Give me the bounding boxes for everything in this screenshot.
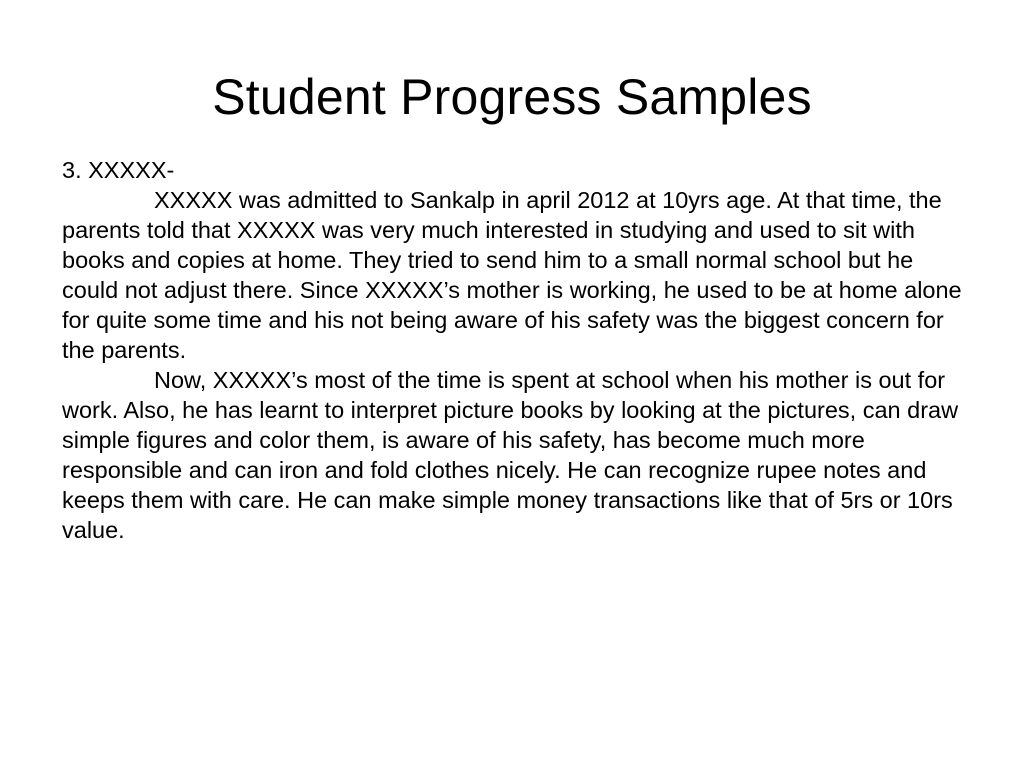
paragraph-progress: Now, XXXXX’s most of the time is spent at school when his mother is out for work. Also, he has learnt to interpret picture books by looking at the pictures, can draw simple figures and color them, is aware of his safety, has become much more responsible and can iron and fold clothes nicely. He can recognize rupee notes and keeps them with care. He can make simple money transactions like that of 5rs or 10rs value. — [62, 367, 959, 543]
slide-title: Student Progress Samples — [212, 69, 812, 125]
slide-body — [62, 155, 962, 545]
paragraph-admission: XXXXX was admitted to Sankalp in april 2012 at 10yrs age. At that time, the parents told that XXXXX was very much interested in studying and used to sit with books and copies at home. They tried to send him to a small normal school but he could not adjust there. Since XXXXX’s mother is working, he used to be at home alone for quite some time and his not being aware of his safety was the biggest concern for the parents. — [62, 187, 962, 363]
item-heading: 3. XXXXX- — [62, 157, 175, 183]
